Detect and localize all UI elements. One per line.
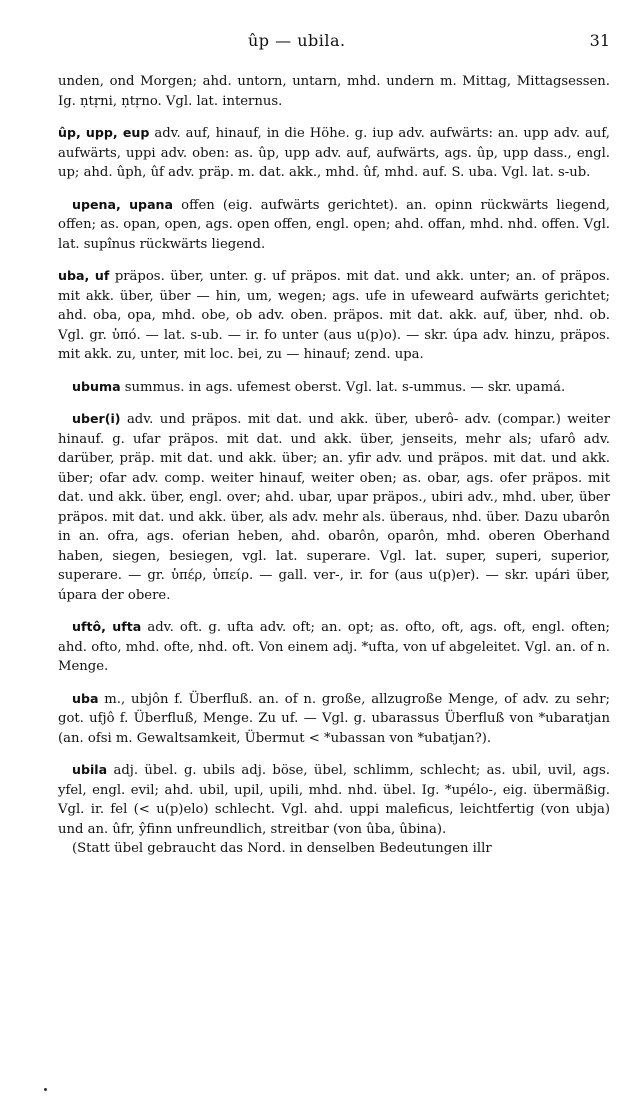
entry-text: adv. auf, hinauf, in die Höhe. g. iup adv. aufwärts: an. upp adv. auf, aufwärts, uppi adv. oben: as. ûp, upp adv. auf, aufwärts, ags. ûp, upp dass., engl. up; ahd. ûph, ûf adv. präp. m. dat. akk., mhd. ûf, mhd. auf. S. uba. Vgl. lat. s-ub. — [58, 126, 611, 180]
entry-uba-ubjon — [58, 689, 610, 749]
entry-text: unden, ond Morgen; ahd. untorn, untarn, mhd. undern m. Mittag, Mittagsessen. Ig. ṇtṛni, ṇtṛno. Vgl. lat. internus. — [58, 74, 610, 109]
entry-uba-uf — [58, 266, 610, 365]
dictionary-body — [58, 72, 610, 859]
entry-text: präpos. über, unter. g. uf präpos. mit dat. und akk. unter; an. of präpos. mit akk. über, über — hin, um, wegen; ags. ufe in ufeweard aufwärts gerichtet; ahd. oba, opa, mhd. obe, ob adv. oben. präpos. mit dat. akk. auf, über, nhd. ob. Vgl. gr. ὑπό. — lat. s-ub. — ir. fo unter (aus u(p)o). — skr. úpa adv. hinzu, präpos. mit akk. zu, unter, mit loc. bei, zu — hinauf; zend. upa. — [58, 269, 610, 362]
entry-headword: uba, uf — [58, 268, 110, 283]
entry-headword: uba — [72, 690, 99, 706]
running-title: ûp — ubila. — [248, 31, 346, 50]
entry-text: (Statt übel gebraucht das Nord. in denselben Bedeutungen illr — [72, 841, 492, 856]
entry-text: offen (eig. aufwärts gerichtet). an. opinn rückwärts liegend, offen; as. opan, open, ags. open offen, engl. open; ahd. offan, mhd. nhd. offen. Vgl. lat. supînus rückwärts liegend. — [58, 197, 610, 252]
entry-ubila — [58, 760, 610, 839]
entry-text: adv. oft. g. ufta adv. oft; an. opt; as. ofto, oft, ags. oft, engl. often; ahd. ofto, mhd. ofte, nhd. oft. Von einem adj. *ufta, von uf abgeleitet. Vgl. an. of n. Menge. — [58, 620, 611, 674]
entry-ufto — [58, 617, 610, 677]
entry-uberi — [58, 409, 610, 605]
entry-text: summus. in ags. ufemest oberst. Vgl. lat. s-ummus. — skr. upamá. — [120, 379, 566, 395]
entry-headword: uber(i) — [72, 411, 121, 426]
entry-ubila-note — [58, 839, 610, 859]
entry-headword: ûp, upp, eup — [58, 125, 150, 140]
margin-speck — [44, 1088, 47, 1091]
entry-headword: upena, upana — [72, 196, 174, 212]
entry-headword: ubuma — [72, 378, 121, 394]
entry-text: m., ubjôn f. Überfluß. an. of n. große, allzugroße Menge, of adv. zu sehr; got. ufjô f. Überfluß, Menge. Zu uf. — Vgl. g. ubarassus Überfluß von *ubaratjan (an. ofsi m. Gewaltsamkeit, Übermut < *ubassan von *ubatjan?). — [58, 691, 610, 746]
entry-up — [58, 123, 610, 183]
entry-unden-continuation — [58, 72, 610, 111]
entry-ubuma — [58, 377, 610, 398]
page-header — [58, 31, 610, 53]
page-number: 31 — [589, 31, 610, 50]
entry-upena — [58, 195, 610, 255]
entry-headword: ubila — [72, 762, 108, 777]
entry-text: adj. übel. g. ubils adj. böse, übel, schlimm, schlecht; as. ubil, uvil, ags. yfel, engl. evil; ahd. ubil, upil, upili, mhd. nhd. übel. Ig. *upélo-, eig. übermäßig. Vgl. ir. fel (< u(p)elo) schlecht. Vgl. ahd. uppi maleficus, leichtfertig (von ubja) und an. ûfr, ŷfinn unfreundlich, streitbar (von ûba, ûbina). — [58, 763, 610, 837]
entry-text: adv. und präpos. mit dat. und akk. über, uberô- adv. (compar.) weiter hinauf. g. ufar präpos. mit dat. und akk. über, jenseits, mehr als; ufarô adv. darüber, präp. mit dat. und akk. über; an. yfir adv. und präpos. mit dat. und akk. über; ofar adv. comp. weiter hinauf, weiter oben; as. obar, ags. ofer präpos. mit dat. und akk. über, engl. over; ahd. ubar, upar präpos., ubiri adv., mhd. uber, über präpos. mit dat. und akk. über, als adv. mehr als. überaus, nhd. über. Dazu ubarôn in an. ofra, ags. oferian heben, ahd. obarôn, oparôn, mhd. oberen Oberhand haben, siegen, besiegen, vgl. lat. superare. Vgl. lat. super, superi, superior, superare. — gr. ὑπέρ, ὑπείρ. — gall. ver-, ir. for (aus u(p)er). — skr. upári über, úpara der obere. — [58, 412, 610, 603]
entry-headword: uftô, ufta — [72, 619, 142, 634]
